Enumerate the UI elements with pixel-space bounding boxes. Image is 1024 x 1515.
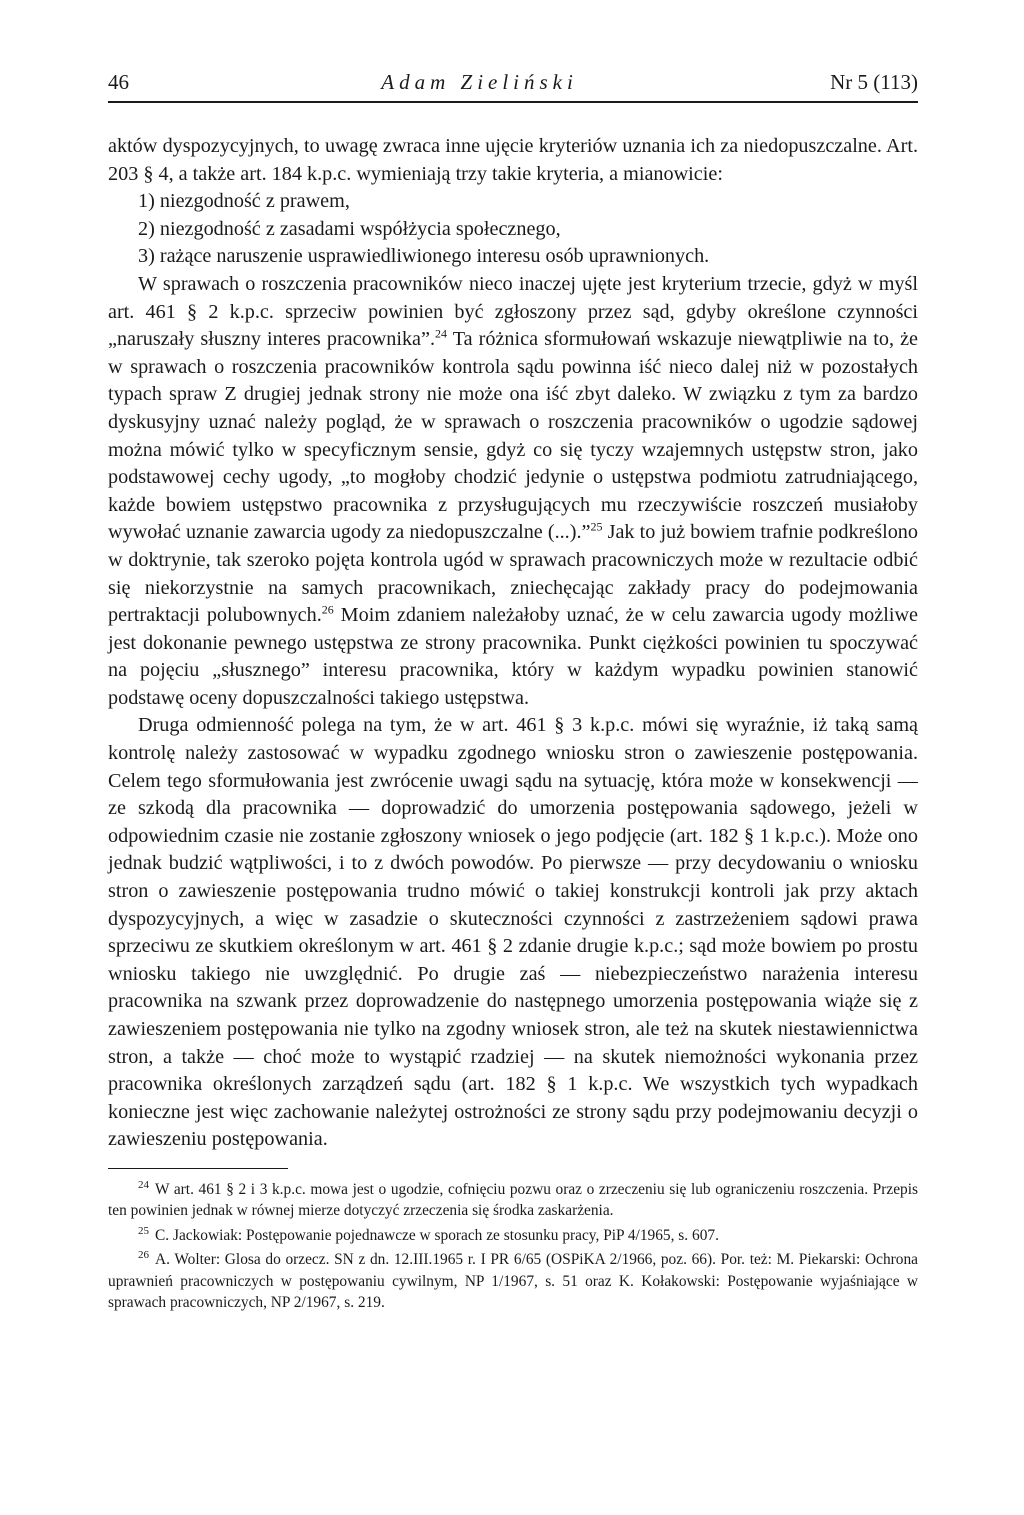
footnote-ref-25: 25 — [590, 519, 603, 534]
footnote-ref-24: 24 — [435, 326, 448, 341]
running-author: Adam Zieliński — [381, 70, 578, 94]
paragraph-2-part-a: W sprawach o roszczenia pracowników nieco inaczej ujęte jest kryterium trzecie, gdyż w myśl art. 461 § 2 k.p.c. sprzeciw powinien być zgłoszony przez sąd, gdyby określone czynności „naruszały słuszny interes pracownika”. — [108, 272, 918, 351]
footnote-26 — [108, 1249, 918, 1314]
body-text — [108, 133, 918, 1154]
footnote-number: 26 — [138, 1249, 149, 1262]
footnote-24 — [108, 1179, 918, 1222]
paragraph-2-part-b: Ta różnica sformułowań wskazuje niewątpliwie na to, że w sprawach o roszczenia pracowników kontrola sądu powinna iść nieco dalej niż w pozostałych typach spraw Z drugiej jednak strony nie może ona iść zbyt daleko. W związku z tym za bardzo dyskusyjny uznać należy pogląd, że w sprawach o roszczenia pracowników o ugodzie sądowej można mówić tylko w specyficznym sensie, gdyż co się tyczy wzajemnych ustępstw stron, jako podstawowej cechy ugody, „to mogłoby chodzić jedynie o ustępstwa podmiotu zatrudniającego, każde bowiem ustępstwo pracownika z przysługujących mu rzeczywiście roszczeń musiałoby wywołać uznanie zawarcia ugody za niedopuszczalne (...).” — [108, 328, 919, 544]
paragraph-2 — [108, 271, 918, 713]
running-header — [108, 70, 918, 103]
criteria-list — [108, 188, 918, 271]
paragraph-2-part-c: Jak to już bowiem trafnie podkreślono w doktrynie, tak szeroko pojęta kontrola ugód w sprawach pracowniczych może w rezultacie odbić się niekorzystnie na samych pracownikach, zniechęcając zakłady pracy do podejmowania pertraktacji polubownych. — [108, 521, 918, 627]
list-item: 2) niezgodność z zasadami współżycia społecznego, — [138, 217, 561, 240]
footnote-text: W art. 461 § 2 i 3 k.p.c. mowa jest o ugodzie, cofnięciu pozwu oraz o zrzeczeniu się lub ograniczeniu roszczenia. Przepis ten powinien jednak w równej mierze dotyczyć zrzeczenia się środka zaskarżenia. — [108, 1180, 918, 1220]
footnote-text: C. Jackowiak: Postępowanie pojednawcze w sporach ze stosunku pracy, PiP 4/1965, s. 607. — [155, 1226, 719, 1244]
list-item: 3) rażące naruszenie usprawiedliwionego interesu osób uprawnionych. — [138, 245, 710, 268]
footnote-number: 25 — [138, 1224, 149, 1237]
page-number: 46 — [108, 70, 129, 94]
footnote-rule — [108, 1168, 288, 1169]
footnote-text: A. Wolter: Glosa do orzecz. SN z dn. 12.III.1965 r. I PR 6/65 (OSPiKA 2/1966, poz. 66). Por. też: M. Piekarski: Ochrona uprawnień pracowniczych w postępowaniu cywilnym, NP 1/1967, s. 51 oraz K. Kołakowski: Postępowanie wyjaśniające w sprawach pracowniczych, NP 2/1967, s. 219. — [108, 1251, 918, 1312]
paragraph-3: Druga odmienność polega na tym, że w art. 461 § 3 k.p.c. mówi się wyraźnie, iż taką samą kontrolę należy zastosować w wypadku zgodnego wniosku stron o zawieszenie postępowania. Celem tego sformułowania jest zwrócenie uwagi sądu na sytuację, która może w konsekwencji — ze szkodą dla pracownika — doprowadzić do umorzenia postępowania sądowego, jeżeli w odpowiednim czasie nie zostanie zgłoszony wniosek o jego podjęcie (art. 182 § 1 k.p.c.). Może ono jednak budzić wątpliwości, i to z dwóch powodów. Po pierwsze — przy decydowaniu o wniosku stron o zawieszenie postępowania trudno mówić o takiej konstrukcji kontroli jak przy aktach dyspozycyjnych, a więc w zasadzie o skuteczności czynności z zastrzeżeniem sądowi prawa sprzeciwu ze skutkiem określonym w art. 461 § 2 zdanie drugie k.p.c.; sąd może bowiem po prostu wniosku takiego nie uwzględnić. Po drugie zaś — niebezpieczeństwo narażenia interesu pracownika na szwank przez doprowadzenie do następnego umorzenia postępowania wiąże się z zawieszeniem postępowania nie tylko na zgodny wniosek stron, ale też na skutek niestawiennictwa stron, a także — choć może to wystąpić rzadziej — na skutek niemożności wykonania przez pracownika określonych zarządzeń sądu (art. 182 § 1 k.p.c. We wszystkich tych wypadkach konieczne jest więc zachowanie należytej ostrożności ze strony sądu przy podejmowaniu decyzji o zawieszeniu postępowania. — [108, 714, 918, 1151]
issue-number: Nr 5 (113) — [830, 70, 918, 94]
footnotes — [108, 1179, 918, 1314]
footnote-25 — [108, 1225, 918, 1247]
paragraph-2-part-d: Moim zdaniem należałoby uznać, że w celu zawarcia ugody możliwe jest dokonanie pewnego ustępstwa ze strony pracownika. Punkt ciężkości powinien tu spoczywać na pojęciu „słusznego” interesu pracownika, który w każdym wypadku powinien stanowić podstawę oceny dopuszczalności takiego ustępstwa. — [108, 604, 918, 709]
page-content — [108, 70, 918, 1317]
list-item: 1) niezgodność z prawem, — [138, 190, 350, 213]
footnote-number: 24 — [138, 1178, 149, 1191]
footnote-ref-26: 26 — [321, 602, 334, 617]
paragraph-1: aktów dyspozycyjnych, to uwagę zwraca inne ujęcie kryteriów uznania ich za niedopuszczalne. Art. 203 § 4, a także art. 184 k.p.c. wymieniają trzy takie kryteria, a mianowicie: — [108, 135, 918, 185]
